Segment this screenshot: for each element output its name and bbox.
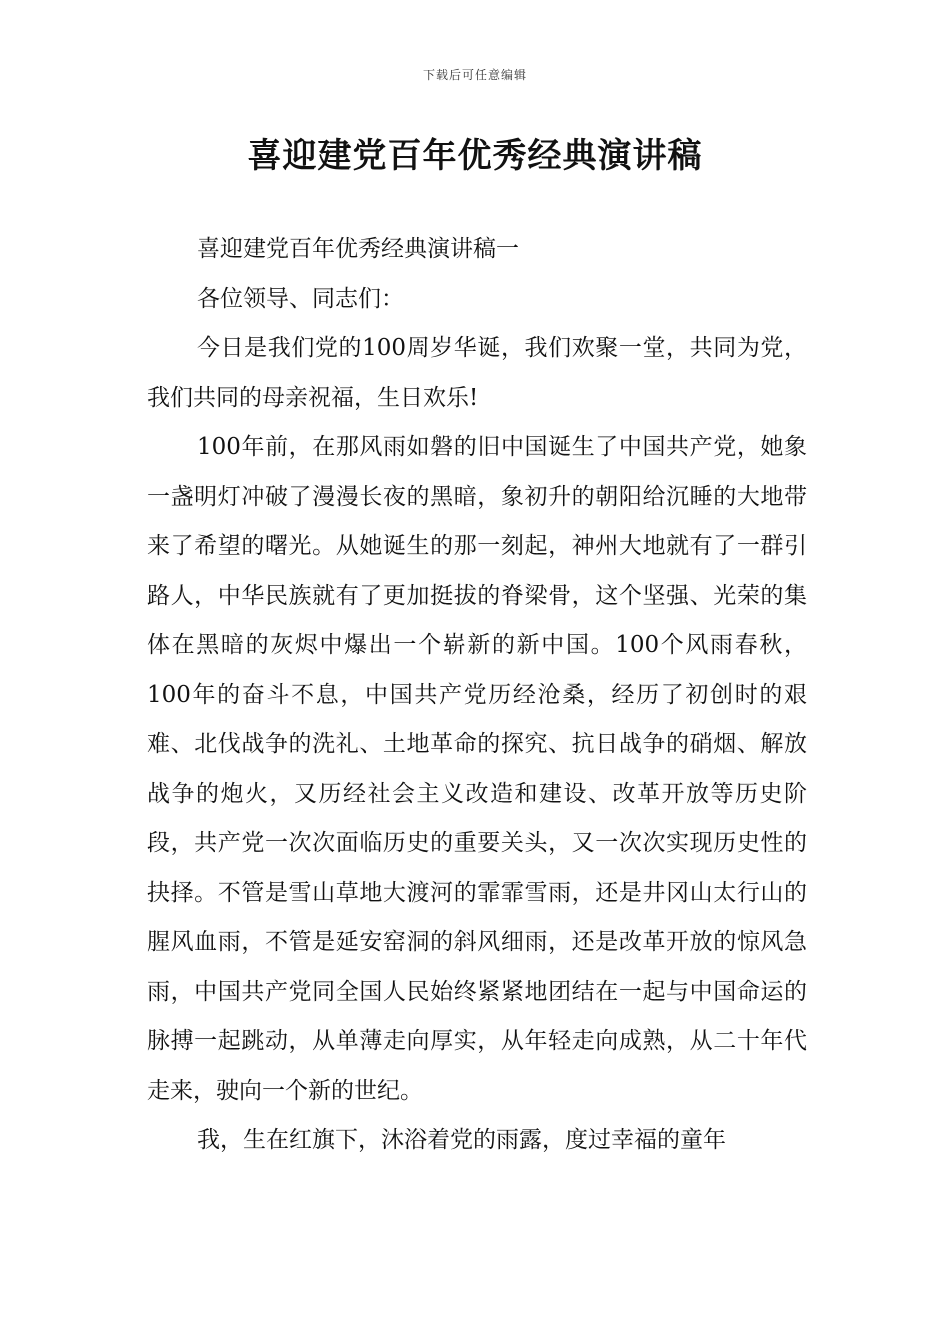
paragraph-greeting: 今日是我们党的100周岁华诞，我们欢聚一堂，共同为党，我们共同的母亲祝福，生日欢乐! <box>147 335 807 411</box>
paragraph-salutation: 各位领导、同志们： <box>197 285 404 312</box>
document-body <box>147 225 807 1166</box>
header-note: 下载后可任意编辑 <box>422 68 527 82</box>
paragraph-subtitle: 喜迎建党百年优秀经典演讲稿一 <box>197 236 519 262</box>
paragraph-personal: 我，生在红旗下，沐浴着党的雨露，度过幸福的童年 <box>197 1127 726 1153</box>
document-title: 喜迎建党百年优秀经典演讲稿 <box>247 136 703 176</box>
paragraph-history: 100年前，在那风雨如磐的旧中国诞生了中国共产党，她象一盏明灯冲破了漫漫长夜的黑暗，象初升的朝阳给沉睡的大地带来了希望的曙光。从她诞生的那一刻起，神州大地就有了一群引路人，中华民族就有了更加挺拔的脊梁骨，这个坚强、光荣的集体在黑暗的灰烬中爆出一个崭新的新中国。100个风雨春秋，100年的奋斗不息，中国共产党历经沧桑，经历了初创时的艰难、北伐战争的洗礼、土地革命的探究、抗日战争的硝烟、解放战争的炮火，又历经社会主义改造和建设、改革开放等历史阶段，共产党一次次面临历史的重要关头，又一次次实现历史性的抉择。不管是雪山草地大渡河的霏霏雪雨，还是井冈山太行山的腥风血雨，不管是延安窑洞的斜风细雨，还是改革开放的惊风急雨，中国共产党同全国人民始终紧紧地团结在一起与中国命运的脉搏一起跳动，从单薄走向厚实，从年轻走向成熟，从二十年代走来，驶向一个新的世纪。 <box>147 434 807 1104</box>
